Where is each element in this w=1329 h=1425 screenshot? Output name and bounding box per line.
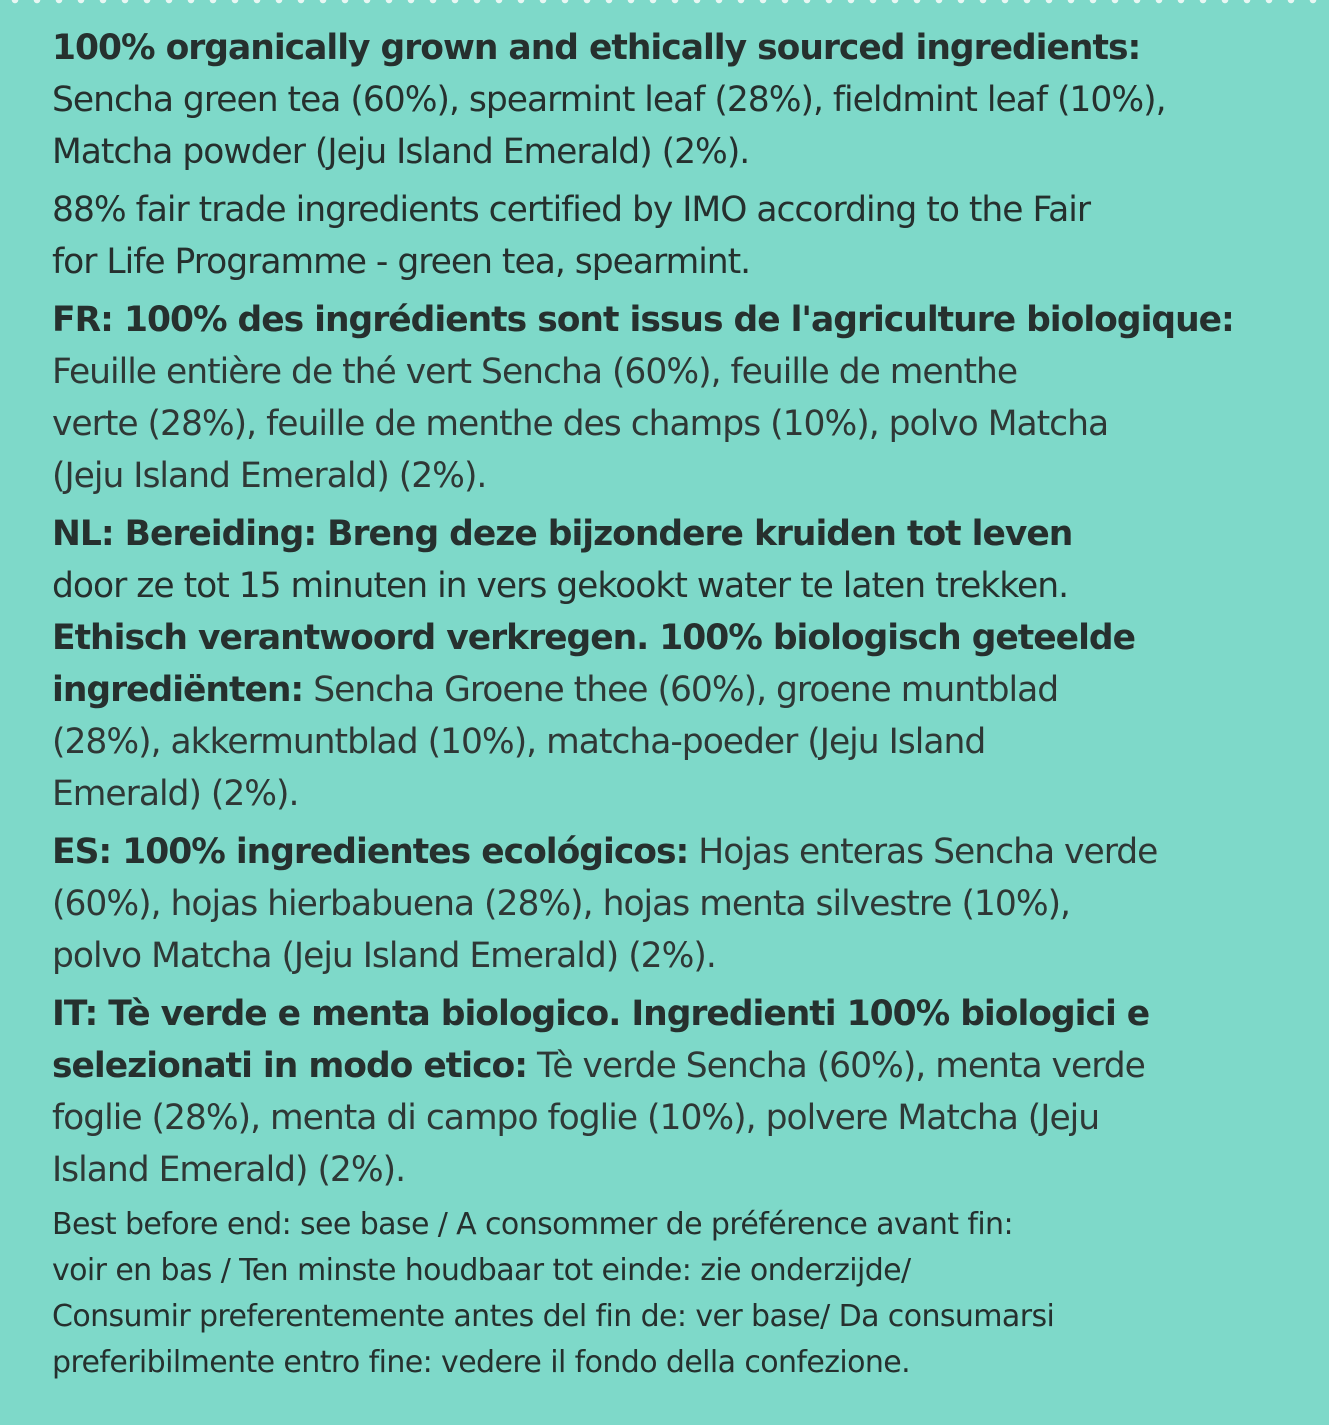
- spanish-section: [52, 826, 1322, 982]
- spanish-line-1: [52, 826, 1322, 878]
- italian-line-2-text: Tè verde Sencha (60%), menta verde: [527, 1046, 1145, 1086]
- italian-section: [52, 988, 1322, 1196]
- english-ingredients-line-2: Matcha powder (Jeju Island Emerald) (2%).: [52, 132, 750, 172]
- best-before-section: [52, 1202, 1322, 1386]
- dutch-section: [52, 508, 1322, 820]
- spanish-line-2: (60%), hojas hierbabuena (28%), hojas menta silvestre (10%),: [52, 884, 1071, 924]
- best-before-line-2: voir en bas / Ten minste houdbaar tot einde: zie onderzijde/: [52, 1253, 911, 1288]
- fairtrade-section: [52, 184, 1322, 288]
- dutch-line-5: Emerald) (2%).: [52, 774, 299, 814]
- english-ingredients-line-1: Sencha green tea (60%), spearmint leaf (28%), fieldmint leaf (10%),: [52, 80, 1166, 120]
- spanish-line-3: polvo Matcha (Jeju Island Emerald) (2%).: [52, 936, 716, 976]
- dutch-bold-line-2: Ethisch verantwoord verkregen. 100% biologisch geteelde: [52, 618, 1135, 658]
- dutch-heading: NL: Bereiding: Breng deze bijzondere kruiden tot leven: [52, 514, 1073, 554]
- english-heading: 100% organically grown and ethically sourced ingredients:: [52, 28, 1141, 68]
- italian-line-2: [52, 1040, 1322, 1092]
- french-line-2: verte (28%), feuille de menthe des champs (10%), polvo Matcha: [52, 404, 1109, 444]
- dutch-line-4: (28%), akkermuntblad (10%), matcha-poeder (Jeju Island: [52, 722, 986, 762]
- dutch-ingredients-prefix: ingrediënten:: [52, 670, 304, 710]
- italian-line-4: Island Emerald) (2%).: [52, 1150, 406, 1190]
- italian-ingredients-prefix: selezionati in modo etico:: [52, 1046, 528, 1086]
- best-before-line-4: preferibilmente entro fine: vedere il fondo della confezione.: [52, 1345, 911, 1380]
- fairtrade-line-2: for Life Programme - green tea, spearmint.: [52, 242, 751, 282]
- spanish-heading: ES: 100% ingredientes ecológicos:: [52, 832, 689, 872]
- best-before-line-1: Best before end: see base / A consommer de préférence avant fin:: [52, 1207, 1013, 1242]
- french-section: [52, 294, 1322, 502]
- spanish-line-1-text: Hojas enteras Sencha verde: [688, 832, 1158, 872]
- french-line-1: Feuille entière de thé vert Sencha (60%), feuille de menthe: [52, 352, 1018, 392]
- french-heading: FR: 100% des ingrédients sont issus de l'agriculture biologique:: [52, 300, 1234, 340]
- italian-heading: IT: Tè verde e menta biologico. Ingredienti 100% biologici e: [52, 994, 1150, 1034]
- fairtrade-line-1: 88% fair trade ingredients certified by IMO according to the Fair: [52, 190, 1091, 230]
- dutch-line-1: door ze tot 15 minuten in vers gekookt water te laten trekken.: [52, 566, 1069, 606]
- french-line-3: (Jeju Island Emerald) (2%).: [52, 456, 487, 496]
- best-before-line-3: Consumir preferentemente antes del fin de: ver base/ Da consumarsi: [52, 1299, 1055, 1334]
- dutch-line-3: [52, 664, 1322, 716]
- english-section: [52, 22, 1322, 178]
- dutch-line-3-text: Sencha Groene thee (60%), groene muntblad: [303, 670, 1059, 710]
- italian-line-3: foglie (28%), menta di campo foglie (10%), polvere Matcha (Jeju: [52, 1098, 1100, 1138]
- ingredients-label: [52, 22, 1322, 1386]
